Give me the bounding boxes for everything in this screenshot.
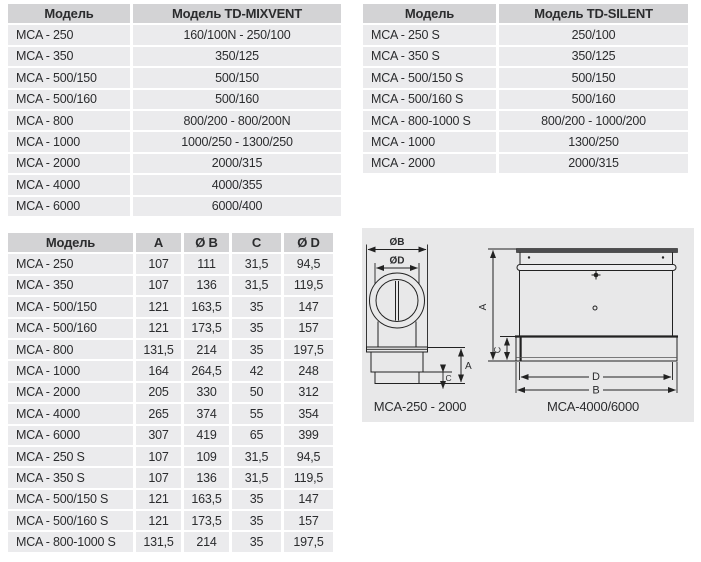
value-cell: 197,5 [284, 340, 333, 359]
table-row [8, 175, 341, 194]
model-cell: MCA - 6000 [8, 197, 130, 216]
value-cell: 131,5 [136, 340, 181, 359]
value-cell: 1000/250 - 1300/250 [133, 132, 341, 151]
spigot [375, 372, 419, 384]
table-row [363, 68, 688, 87]
value-cell: 307 [136, 426, 181, 445]
table-row [8, 404, 333, 423]
value-cell: 214 [184, 340, 229, 359]
table-row [8, 532, 333, 551]
front-view-drawing [367, 245, 466, 389]
model-cell: MCA - 800 [8, 111, 130, 130]
column-header: Ø B [184, 233, 229, 252]
model-cell: MCA - 250 S [363, 25, 496, 44]
table-row [363, 90, 688, 109]
model-cell: MCA - 500/160 [8, 319, 133, 338]
value-cell: 1300/250 [499, 132, 688, 151]
value-cell: 42 [232, 361, 281, 380]
model-cell: MCA - 350 S [363, 47, 496, 66]
value-cell: 65 [232, 426, 281, 445]
model-cell: MCA - 4000 [8, 404, 133, 423]
dim-label-ob: ØB [389, 237, 405, 248]
table-row [8, 90, 341, 109]
model-cell: MCA - 350 [8, 47, 130, 66]
table-row [363, 132, 688, 151]
value-cell: 136 [184, 468, 229, 487]
value-cell: 121 [136, 511, 181, 530]
table-row [8, 132, 341, 151]
table-row [8, 197, 341, 216]
model-cell: MCA - 2000 [8, 154, 130, 173]
value-cell: 2000/315 [133, 154, 341, 173]
dim-label-a-front: A [465, 361, 472, 372]
model-cell: MCA - 1000 [8, 132, 130, 151]
model-cell: MCA - 1000 [8, 361, 133, 380]
value-cell: 35 [232, 319, 281, 338]
column-header: Модель TD-SILENT [499, 4, 688, 23]
column-header: Модель [363, 4, 496, 23]
value-cell: 157 [284, 319, 333, 338]
value-cell: 147 [284, 490, 333, 509]
main-body [520, 271, 673, 337]
model-cell: MCA - 350 S [8, 468, 133, 487]
table-row [363, 111, 688, 130]
value-cell: 214 [184, 532, 229, 551]
technical-drawing-panel [362, 228, 694, 422]
model-cell: MCA - 350 [8, 276, 133, 295]
table-row [8, 111, 341, 130]
value-cell: 197,5 [284, 532, 333, 551]
value-cell: 31,5 [232, 276, 281, 295]
value-cell: 399 [284, 426, 333, 445]
dim-label-d-side: D [592, 371, 600, 383]
table-row [8, 511, 333, 530]
value-cell: 350/125 [133, 47, 341, 66]
value-cell: 131,5 [136, 532, 181, 551]
table-row [363, 25, 688, 44]
model-cell: MCA - 500/150 S [363, 68, 496, 87]
rolled-band [517, 265, 676, 271]
table-row [8, 426, 333, 445]
model-cell: MCA - 2000 [363, 154, 496, 173]
model-cell: MCA - 500/150 [8, 297, 133, 316]
column-header: A [136, 233, 181, 252]
value-cell: 136 [184, 276, 229, 295]
top-flange [517, 249, 678, 253]
table-header-row [8, 233, 333, 252]
table-row [8, 297, 333, 316]
value-cell: 55 [232, 404, 281, 423]
value-cell: 107 [136, 254, 181, 273]
outer-circle [370, 273, 425, 328]
value-cell: 6000/400 [133, 197, 341, 216]
model-cell: MCA - 500/160 S [363, 90, 496, 109]
inner-circle [376, 280, 418, 322]
model-cell: MCA - 500/150 [8, 68, 130, 87]
value-cell: 4000/355 [133, 175, 341, 194]
column-header: C [232, 233, 281, 252]
table-row [8, 254, 333, 273]
table-header-row [8, 4, 341, 23]
value-cell: 248 [284, 361, 333, 380]
mixvent-models-table [8, 4, 341, 218]
table-header-row [363, 4, 688, 23]
value-cell: 800/200 - 800/200N [133, 111, 341, 130]
value-cell: 147 [284, 297, 333, 316]
column-header: Модель [8, 4, 130, 23]
model-cell: MCA - 250 [8, 25, 130, 44]
value-cell: 163,5 [184, 297, 229, 316]
table-row [8, 276, 333, 295]
value-cell: 350/125 [499, 47, 688, 66]
model-cell: MCA - 6000 [8, 426, 133, 445]
model-cell: MCA - 250 S [8, 447, 133, 466]
value-cell: 107 [136, 468, 181, 487]
value-cell: 111 [184, 254, 229, 273]
value-cell: 500/160 [499, 90, 688, 109]
table-row [8, 490, 333, 509]
model-cell: MCA - 1000 [363, 132, 496, 151]
technical-drawing-svg [362, 228, 694, 422]
value-cell: 312 [284, 383, 333, 402]
value-cell: 119,5 [284, 276, 333, 295]
value-cell: 205 [136, 383, 181, 402]
table-row [8, 383, 333, 402]
table-row [8, 47, 341, 66]
value-cell: 173,5 [184, 511, 229, 530]
screw-dot-left [528, 256, 530, 258]
table-row [8, 319, 333, 338]
model-cell: MCA - 500/160 S [8, 511, 133, 530]
value-cell: 107 [136, 447, 181, 466]
table-row [8, 154, 341, 173]
value-cell: 94,5 [284, 254, 333, 273]
table-row [8, 468, 333, 487]
value-cell: 121 [136, 319, 181, 338]
column-header: Ø D [284, 233, 333, 252]
body [371, 352, 423, 372]
value-cell: 2000/315 [499, 154, 688, 173]
value-cell: 109 [184, 447, 229, 466]
collar-left-bar [520, 338, 522, 361]
column-header: Модель [8, 233, 133, 252]
value-cell: 31,5 [232, 254, 281, 273]
value-cell: 374 [184, 404, 229, 423]
column-header: Модель TD-MIXVENT [133, 4, 341, 23]
value-cell: 35 [232, 297, 281, 316]
value-cell: 500/150 [133, 68, 341, 87]
model-cell: MCA - 800 [8, 340, 133, 359]
value-cell: 160/100N - 250/100 [133, 25, 341, 44]
value-cell: 264,5 [184, 361, 229, 380]
value-cell: 121 [136, 490, 181, 509]
dim-label-a-side: A [478, 303, 489, 311]
table-row [363, 47, 688, 66]
value-cell: 119,5 [284, 468, 333, 487]
value-cell: 94,5 [284, 447, 333, 466]
value-cell: 121 [136, 297, 181, 316]
model-cell: MCA - 500/160 [8, 90, 130, 109]
model-cell: MCA - 4000 [8, 175, 130, 194]
screw-dot-right [662, 256, 664, 258]
value-cell: 500/150 [499, 68, 688, 87]
table-row [8, 447, 333, 466]
side-view-caption: MCA-4000/6000 [546, 399, 640, 414]
actuator-mark-dot [594, 273, 599, 278]
dim-label-c-side: C [492, 346, 503, 354]
value-cell: 354 [284, 404, 333, 423]
silent-models-table [363, 4, 688, 175]
value-cell: 800/200 - 1000/200 [499, 111, 688, 130]
table-row [8, 361, 333, 380]
value-cell: 250/100 [499, 25, 688, 44]
dimensions-table [8, 233, 333, 554]
value-cell: 164 [136, 361, 181, 380]
value-cell: 35 [232, 511, 281, 530]
value-cell: 330 [184, 383, 229, 402]
model-cell: MCA - 2000 [8, 383, 133, 402]
front-view-caption: MCA-250 - 2000 [373, 399, 467, 414]
value-cell: 265 [136, 404, 181, 423]
table-row [363, 154, 688, 173]
value-cell: 35 [232, 340, 281, 359]
dim-label-c-front: C [445, 373, 452, 383]
dim-label-b-side: B [592, 384, 600, 397]
dim-label-od: ØD [389, 255, 405, 267]
value-cell: 157 [284, 511, 333, 530]
value-cell: 163,5 [184, 490, 229, 509]
table-row [8, 340, 333, 359]
value-cell: 35 [232, 532, 281, 551]
model-cell: MCA - 800-1000 S [8, 532, 133, 551]
value-cell: 31,5 [232, 447, 281, 466]
model-cell: MCA - 800-1000 S [363, 111, 496, 130]
value-cell: 50 [232, 383, 281, 402]
value-cell: 35 [232, 490, 281, 509]
value-cell: 173,5 [184, 319, 229, 338]
value-cell: 107 [136, 276, 181, 295]
model-cell: MCA - 250 [8, 254, 133, 273]
table-row [8, 25, 341, 44]
table-row [8, 68, 341, 87]
inspection-hole [593, 306, 597, 310]
value-cell: 500/160 [133, 90, 341, 109]
model-cell: MCA - 500/150 S [8, 490, 133, 509]
value-cell: 419 [184, 426, 229, 445]
side-view-drawing [488, 249, 678, 394]
value-cell: 31,5 [232, 468, 281, 487]
